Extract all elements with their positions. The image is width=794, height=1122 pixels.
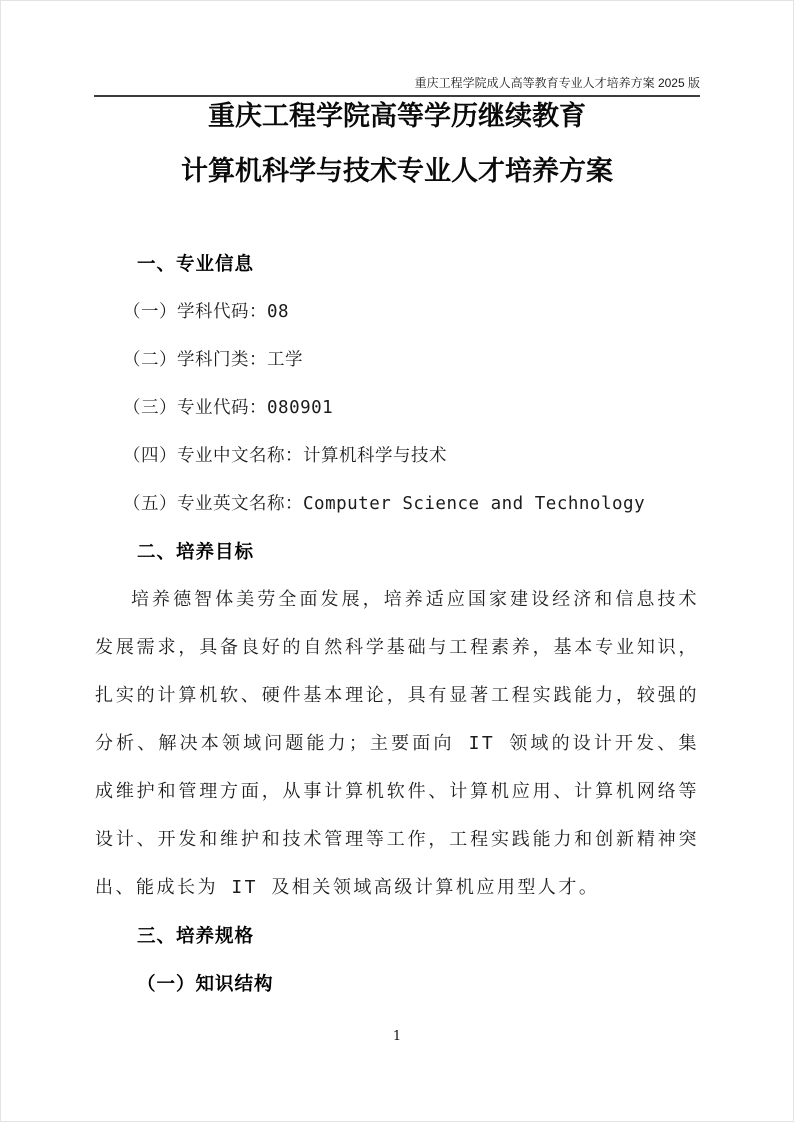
page-number: 1 xyxy=(392,1029,402,1044)
section-heading-training-specifications: 三、培养规格 xyxy=(137,925,255,946)
info-item-subject-code: （一）学科代码：08 xyxy=(123,302,290,322)
section-heading-professional-info: 一、专业信息 xyxy=(137,253,255,274)
info-item-major-name-cn: （四）专业中文名称：计算机科学与技术 xyxy=(123,446,447,466)
document-body xyxy=(95,240,699,1008)
section-heading-training-objectives: 二、培养目标 xyxy=(137,541,255,562)
page-header xyxy=(94,1,700,97)
doc-title-line1: 重庆工程学院高等学历继续教育 xyxy=(208,101,586,132)
doc-title-line2: 计算机科学与技术专业人才培养方案 xyxy=(181,156,613,187)
header-text: 重庆工程学院成人高等教育专业人才培养方案 2025 版 xyxy=(94,1,700,97)
subsection-heading-knowledge-structure: （一）知识结构 xyxy=(137,973,274,994)
title-block xyxy=(61,99,733,190)
info-item-subject-category: （二）学科门类：工学 xyxy=(123,350,303,370)
info-item-major-code: （三）专业代码：080901 xyxy=(123,398,334,418)
info-item-major-name-en: （五）专业英文名称：Computer Science and Technology xyxy=(123,494,646,514)
page-footer xyxy=(1,1027,793,1047)
training-objectives-paragraph: 培养德智体美劳全面发展，培养适应国家建设经济和信息技术发展需求，具备良好的自然科学基础与工程素养，基本专业知识，扎实的计算机软、硬件基本理论，具有显著工程实践能力，较强的分析、解决本领域问题能力；主要面向 IT 领域的设计开发、集成维护和管理方面，从事计算机软件、计算机应用、计算机网络等设计、开发和维护和技术管理等工作，工程实践能力和创新精神突出、能成长为 IT 及相关领域高级计算机应用型人才。 xyxy=(95,589,699,898)
